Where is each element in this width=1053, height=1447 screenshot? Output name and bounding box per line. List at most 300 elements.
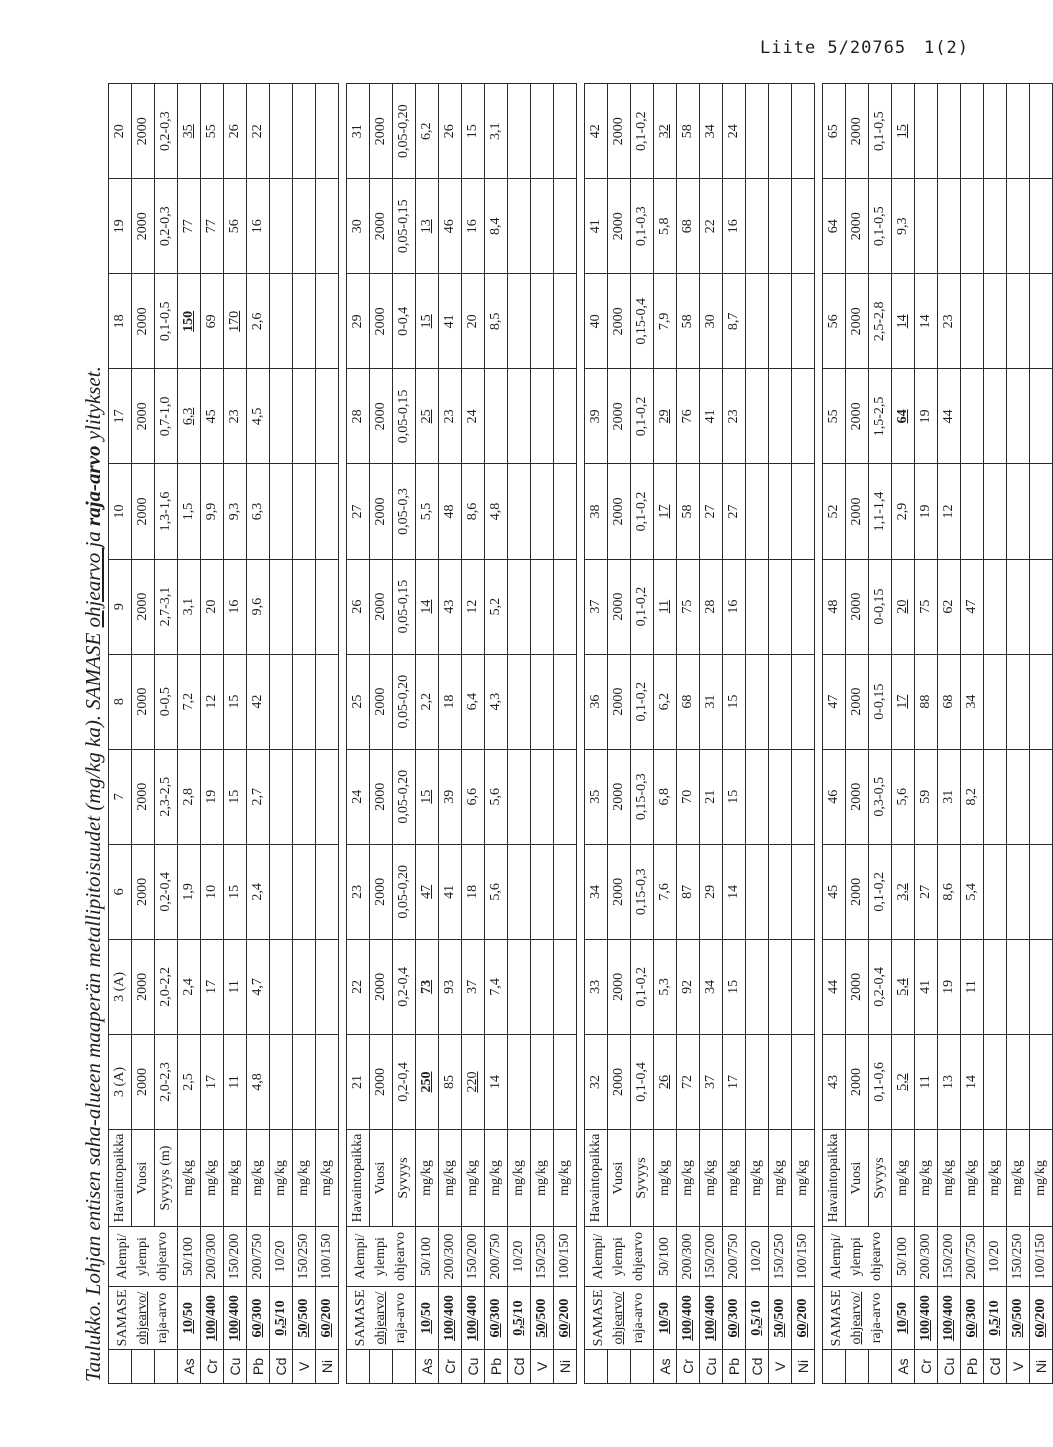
concentration-cell: 4,3	[485, 654, 508, 749]
concentration-cell	[554, 84, 577, 179]
havaintopaikka-label: Havaintopaikka	[347, 1130, 370, 1227]
ohjearvo-label: ohjearvo/	[135, 1291, 150, 1345]
site-id: 46	[823, 749, 846, 844]
concentration-cell: 34	[961, 654, 984, 749]
site-id: 44	[823, 939, 846, 1034]
depth-value: 1,3-1,6	[155, 464, 178, 559]
concentration-cell: 59	[915, 749, 938, 844]
limit-value: 200/300	[677, 1227, 700, 1287]
concentration-cell: 27	[723, 464, 746, 559]
raja-arvo-part: /300	[964, 1298, 979, 1324]
depth-value: 2,5-2,8	[869, 274, 892, 369]
site-id: 24	[347, 749, 370, 844]
year-value: 2000	[370, 1034, 393, 1129]
ohjearvo-part: 60	[726, 1323, 741, 1338]
raja-arvo-part: /400	[227, 1295, 242, 1320]
concentration-cell: 88	[915, 654, 938, 749]
unit-label: mg/kg	[984, 1130, 1007, 1227]
concentration-cell	[293, 84, 316, 179]
caption-prefix: Taulukko. Lohjan entisen saha-alueen maaperän metallipitoisuudet (mg/kg ka). SAMASE	[81, 627, 105, 1382]
limit-value: 50/100	[654, 1227, 677, 1287]
element-row	[654, 84, 677, 1384]
concentration-cell: 4,8	[485, 464, 508, 559]
year-value: 2000	[846, 84, 869, 179]
concentration-cell	[1007, 654, 1030, 749]
concentration-cell: 15	[224, 844, 247, 939]
depth-value: 2,3-2,5	[155, 749, 178, 844]
site-id: 55	[823, 369, 846, 464]
ohjearvo-part: 10	[895, 1319, 910, 1334]
year-value: 2000	[846, 1034, 869, 1129]
concentration-cell: 8,6	[462, 464, 485, 559]
limit-value: 50/100	[892, 1227, 915, 1287]
concentration-cell: 26	[439, 84, 462, 179]
concentration-cell	[270, 274, 293, 369]
year-value: 2000	[132, 464, 155, 559]
unit-label: mg/kg	[224, 1130, 247, 1227]
ohjearvo-part: 100	[204, 1319, 219, 1341]
depth-value: 0-0,15	[869, 654, 892, 749]
concentration-cell: 6,8	[654, 749, 677, 844]
concentration-cell: 5,6	[892, 749, 915, 844]
limit-value: 50/100	[416, 1227, 439, 1287]
unit-label: mg/kg	[178, 1130, 201, 1227]
concentration-cell	[984, 179, 1007, 274]
vuosi-label: Vuosi	[132, 1130, 155, 1227]
alempi-label: Alempi/	[591, 1233, 606, 1280]
header-row-site	[347, 84, 370, 1384]
concentration-cell	[293, 844, 316, 939]
concentration-cell	[961, 274, 984, 369]
concentration-cell: 25	[416, 369, 439, 464]
caption-ohjearvo: ohjearvo	[81, 547, 105, 628]
concentration-cell: 7,4	[485, 939, 508, 1034]
concentration-cell: 41	[700, 369, 723, 464]
raja-arvo-label: raja-arvo	[631, 1292, 646, 1344]
site-id: 3 (A)	[109, 939, 132, 1034]
concentration-cell: 26	[654, 1034, 677, 1129]
concentration-cell: 27	[915, 844, 938, 939]
year-value: 2000	[132, 559, 155, 654]
concentration-cell: 15	[723, 654, 746, 749]
depth-value: 0,1-0,2	[631, 84, 654, 179]
concentration-cell: 9,3	[892, 179, 915, 274]
concentration-cell	[293, 654, 316, 749]
concentration-cell	[554, 939, 577, 1034]
concentration-cell: 2,5	[178, 1034, 201, 1129]
limit-value: 100/150	[1030, 1227, 1053, 1287]
element-symbol: Cu	[700, 1350, 723, 1384]
concentration-cell	[293, 939, 316, 1034]
alempi-label: Alempi/	[115, 1233, 130, 1280]
concentration-cell: 77	[178, 179, 201, 274]
unit-label: mg/kg	[892, 1130, 915, 1227]
depth-value: 0,1-0,2	[631, 654, 654, 749]
site-id: 20	[109, 84, 132, 179]
element-symbol: Pb	[961, 1350, 984, 1384]
samase-header	[823, 1287, 892, 1350]
element-row	[416, 84, 439, 1384]
concentration-cell	[316, 1034, 339, 1129]
reference-value	[769, 1287, 792, 1350]
site-id: 23	[347, 844, 370, 939]
reference-value	[178, 1287, 201, 1350]
concentration-cell: 2,8	[178, 749, 201, 844]
depth-value: 0,15-0,4	[631, 274, 654, 369]
ohjearvo-part: 60	[488, 1323, 503, 1338]
ohjearvo-sub-label: ohjearvo	[631, 1232, 646, 1281]
concentration-cell	[531, 369, 554, 464]
unit-label: mg/kg	[416, 1130, 439, 1227]
year-value: 2000	[370, 654, 393, 749]
concentration-cell	[746, 274, 769, 369]
depth-value: 0,15-0,3	[631, 749, 654, 844]
concentration-cell	[293, 749, 316, 844]
concentration-cell: 14	[485, 1034, 508, 1129]
element-symbol: V	[769, 1350, 792, 1384]
concentration-cell: 28	[700, 559, 723, 654]
year-value: 2000	[132, 654, 155, 749]
unit-label: mg/kg	[723, 1130, 746, 1227]
concentration-cell	[1030, 179, 1053, 274]
concentration-cell: 8,6	[938, 844, 961, 939]
header-row-site	[109, 84, 132, 1384]
concentration-cell	[485, 369, 508, 464]
concentration-cell: 6,4	[462, 654, 485, 749]
element-symbol: V	[531, 1350, 554, 1384]
reference-value	[201, 1287, 224, 1350]
concentration-cell	[293, 179, 316, 274]
concentration-cell: 6,2	[654, 654, 677, 749]
concentration-cell	[1007, 84, 1030, 179]
element-row	[700, 84, 723, 1384]
element-row	[792, 84, 815, 1384]
concentration-cell	[984, 84, 1007, 179]
depth-value: 0,1-0,4	[631, 1034, 654, 1129]
concentration-cell: 7,6	[654, 844, 677, 939]
raja-arvo-part: /300	[250, 1298, 265, 1324]
year-value: 2000	[608, 654, 631, 749]
site-id: 34	[585, 844, 608, 939]
depth-value: 0,1-0,5	[155, 274, 178, 369]
depth-value: 0-0,5	[155, 654, 178, 749]
concentration-cell	[792, 369, 815, 464]
concentration-cell: 18	[462, 844, 485, 939]
raja-arvo-part: /400	[941, 1295, 956, 1320]
element-row	[746, 84, 769, 1384]
site-id: 27	[347, 464, 370, 559]
unit-label: mg/kg	[531, 1130, 554, 1227]
concentration-cell: 15	[462, 84, 485, 179]
element-row	[892, 84, 915, 1384]
reference-value	[892, 1287, 915, 1350]
concentration-cell: 1,9	[178, 844, 201, 939]
concentration-cell	[316, 274, 339, 369]
concentration-cell: 11	[961, 939, 984, 1034]
year-value: 2000	[608, 939, 631, 1034]
concentration-cell	[1030, 749, 1053, 844]
ohjearvo-sub-label: ohjearvo	[393, 1232, 408, 1281]
concentration-cell	[270, 179, 293, 274]
raja-arvo-label: raja-arvo	[869, 1292, 884, 1344]
depth-label: Syvyys (m)	[155, 1130, 178, 1227]
concentration-cell: 5,2	[892, 1034, 915, 1129]
concentration-cell	[508, 749, 531, 844]
concentration-cell: 12	[462, 559, 485, 654]
element-row	[316, 84, 339, 1384]
concentration-cell	[792, 844, 815, 939]
concentration-cell	[769, 749, 792, 844]
element-symbol: As	[416, 1350, 439, 1384]
unit-label: mg/kg	[915, 1130, 938, 1227]
concentration-cell: 4,7	[247, 939, 270, 1034]
ohjearvo-sub-label: ohjearvo	[155, 1232, 170, 1281]
concentration-cell	[270, 84, 293, 179]
concentration-cell	[915, 179, 938, 274]
concentration-cell: 34	[700, 84, 723, 179]
unit-label: mg/kg	[746, 1130, 769, 1227]
concentration-cell: 18	[439, 654, 462, 749]
concentration-cell: 15	[892, 84, 915, 179]
concentration-cell: 35	[178, 84, 201, 179]
raja-arvo-part: /300	[726, 1298, 741, 1324]
alempi-label: Alempi/	[353, 1233, 368, 1280]
ohjearvo-part: 100	[442, 1319, 457, 1341]
concentration-cell: 58	[677, 464, 700, 559]
element-row	[961, 84, 984, 1384]
concentration-cell: 20	[201, 559, 224, 654]
raja-arvo-part: /10	[749, 1300, 764, 1319]
depth-value: 0,05-0,15	[393, 369, 416, 464]
concentration-cell: 2,4	[247, 844, 270, 939]
concentration-cell	[961, 179, 984, 274]
concentration-cell: 16	[723, 559, 746, 654]
reference-value	[723, 1287, 746, 1350]
concentration-cell: 68	[938, 654, 961, 749]
concentration-cell	[293, 559, 316, 654]
ylempi-label: ylempi	[611, 1237, 626, 1276]
element-symbol: Cd	[270, 1350, 293, 1384]
site-id: 48	[823, 559, 846, 654]
header-row-year	[846, 84, 869, 1384]
concentration-cell	[508, 654, 531, 749]
ohjearvo-part: 50	[772, 1323, 787, 1338]
limit-value: 200/750	[485, 1227, 508, 1287]
concentration-cell: 19	[938, 939, 961, 1034]
concentration-cell	[769, 369, 792, 464]
concentration-cell: 73	[416, 939, 439, 1034]
concentration-cell: 7,9	[654, 274, 677, 369]
concentration-cell: 9,6	[247, 559, 270, 654]
concentration-cell	[270, 559, 293, 654]
reference-value	[485, 1287, 508, 1350]
concentration-cell	[508, 844, 531, 939]
vuosi-label: Vuosi	[846, 1130, 869, 1227]
concentration-cell: 250	[416, 1034, 439, 1129]
element-symbol: As	[178, 1350, 201, 1384]
ohjearvo-part: 100	[918, 1319, 933, 1341]
limit-value: 150/200	[462, 1227, 485, 1287]
year-value: 2000	[132, 179, 155, 274]
unit-label: mg/kg	[270, 1130, 293, 1227]
reference-value	[654, 1287, 677, 1350]
concentration-cell	[270, 464, 293, 559]
element-symbol: Pb	[485, 1350, 508, 1384]
concentration-cell: 14	[961, 1034, 984, 1129]
metal-table-block	[822, 83, 1053, 1384]
concentration-cell	[769, 464, 792, 559]
concentration-cell: 31	[938, 749, 961, 844]
ohjearvo-part: 50	[296, 1323, 311, 1338]
depth-value: 0,2-0,4	[393, 939, 416, 1034]
concentration-cell: 75	[677, 559, 700, 654]
metal-table-block	[108, 83, 339, 1384]
concentration-cell	[984, 559, 1007, 654]
raja-arvo-part: /200	[319, 1298, 334, 1324]
limit-value: 200/750	[247, 1227, 270, 1287]
site-id: 38	[585, 464, 608, 559]
concentration-cell	[746, 84, 769, 179]
depth-value: 2,0-2,2	[155, 939, 178, 1034]
element-row	[439, 84, 462, 1384]
concentration-cell	[508, 939, 531, 1034]
year-value: 2000	[846, 939, 869, 1034]
limit-value: 10/20	[984, 1227, 1007, 1287]
concentration-cell	[270, 369, 293, 464]
concentration-cell: 62	[938, 559, 961, 654]
concentration-cell: 23	[723, 369, 746, 464]
concentration-cell: 14	[892, 274, 915, 369]
concentration-cell: 41	[439, 844, 462, 939]
year-value: 2000	[370, 179, 393, 274]
concentration-cell: 14	[915, 274, 938, 369]
concentration-cell	[1007, 749, 1030, 844]
concentration-cell	[1030, 654, 1053, 749]
concentration-cell: 170	[224, 274, 247, 369]
ohjearvo-part: 50	[534, 1323, 549, 1338]
concentration-cell: 13	[938, 1034, 961, 1129]
site-id: 9	[109, 559, 132, 654]
reference-value	[531, 1287, 554, 1350]
raja-arvo-part: /50	[181, 1302, 196, 1320]
blank-cell	[631, 1350, 654, 1384]
header-row-year	[608, 84, 631, 1384]
element-symbol: Cd	[508, 1350, 531, 1384]
year-value: 2000	[132, 939, 155, 1034]
reference-value	[984, 1287, 1007, 1350]
raja-arvo-part: /10	[273, 1300, 288, 1319]
site-id: 28	[347, 369, 370, 464]
element-symbol: Ni	[554, 1350, 577, 1384]
metal-table-block	[584, 83, 815, 1384]
site-id: 30	[347, 179, 370, 274]
concentration-cell	[1007, 844, 1030, 939]
ohjearvo-label: ohjearvo/	[849, 1291, 864, 1345]
raja-arvo-part: /400	[680, 1295, 695, 1320]
header-row-year	[370, 84, 393, 1384]
raja-arvo-part: /10	[987, 1300, 1002, 1319]
concentration-cell: 44	[938, 369, 961, 464]
site-id: 56	[823, 274, 846, 369]
blank-cell	[608, 1350, 631, 1384]
blank-cell	[370, 1350, 393, 1384]
concentration-cell	[792, 749, 815, 844]
concentration-cell: 85	[439, 1034, 462, 1129]
concentration-cell: 150	[178, 274, 201, 369]
ohjearvo-part: 100	[227, 1319, 242, 1341]
caption-middle: ja	[81, 525, 105, 548]
concentration-cell: 1,5	[178, 464, 201, 559]
concentration-cell: 6,3	[247, 464, 270, 559]
depth-value: 0,05-0,20	[393, 654, 416, 749]
depth-value: 0,2-0,3	[155, 179, 178, 274]
samase-label: SAMASE	[353, 1289, 368, 1347]
rotated-page-content	[80, 84, 1049, 1384]
concentration-cell	[508, 1034, 531, 1129]
limit-value: 150/200	[938, 1227, 961, 1287]
element-symbol: Pb	[723, 1350, 746, 1384]
concentration-cell: 15	[416, 274, 439, 369]
year-value: 2000	[608, 464, 631, 559]
vuosi-label: Vuosi	[370, 1130, 393, 1227]
concentration-cell: 5,6	[485, 749, 508, 844]
page-number: 1(2)	[924, 38, 969, 58]
concentration-cell: 4,8	[247, 1034, 270, 1129]
concentration-cell: 72	[677, 1034, 700, 1129]
ohjearvo-label: ohjearvo/	[373, 1291, 388, 1345]
reference-value	[554, 1287, 577, 1350]
concentration-cell: 68	[677, 654, 700, 749]
concentration-cell	[961, 464, 984, 559]
concentration-cell: 16	[247, 179, 270, 274]
concentration-cell	[984, 939, 1007, 1034]
concentration-cell: 27	[700, 464, 723, 559]
concentration-cell	[531, 939, 554, 1034]
reference-value	[462, 1287, 485, 1350]
year-value: 2000	[846, 464, 869, 559]
header-row-depth	[155, 84, 178, 1384]
limit-value: 100/150	[554, 1227, 577, 1287]
concentration-cell: 3,2	[892, 844, 915, 939]
year-value: 2000	[846, 844, 869, 939]
unit-label: mg/kg	[316, 1130, 339, 1227]
depth-label: Syvyys	[869, 1130, 892, 1227]
ylempi-label: ylempi	[135, 1237, 150, 1276]
concentration-cell	[531, 749, 554, 844]
unit-label: mg/kg	[508, 1130, 531, 1227]
concentration-cell	[792, 464, 815, 559]
reference-value	[270, 1287, 293, 1350]
raja-arvo-part: /500	[772, 1298, 787, 1324]
reference-value	[1007, 1287, 1030, 1350]
limit-value: 200/300	[201, 1227, 224, 1287]
site-id: 64	[823, 179, 846, 274]
element-row	[1030, 84, 1053, 1384]
concentration-cell	[984, 464, 1007, 559]
site-id: 8	[109, 654, 132, 749]
concentration-cell: 8,4	[485, 179, 508, 274]
limit-value: 150/250	[769, 1227, 792, 1287]
concentration-cell: 17	[201, 939, 224, 1034]
raja-arvo-label: raja-arvo	[155, 1292, 170, 1344]
reference-value	[915, 1287, 938, 1350]
concentration-cell	[531, 559, 554, 654]
concentration-cell	[769, 654, 792, 749]
concentration-cell: 17	[723, 1034, 746, 1129]
concentration-cell	[1030, 369, 1053, 464]
concentration-cell: 17	[892, 654, 915, 749]
concentration-cell	[1030, 274, 1053, 369]
